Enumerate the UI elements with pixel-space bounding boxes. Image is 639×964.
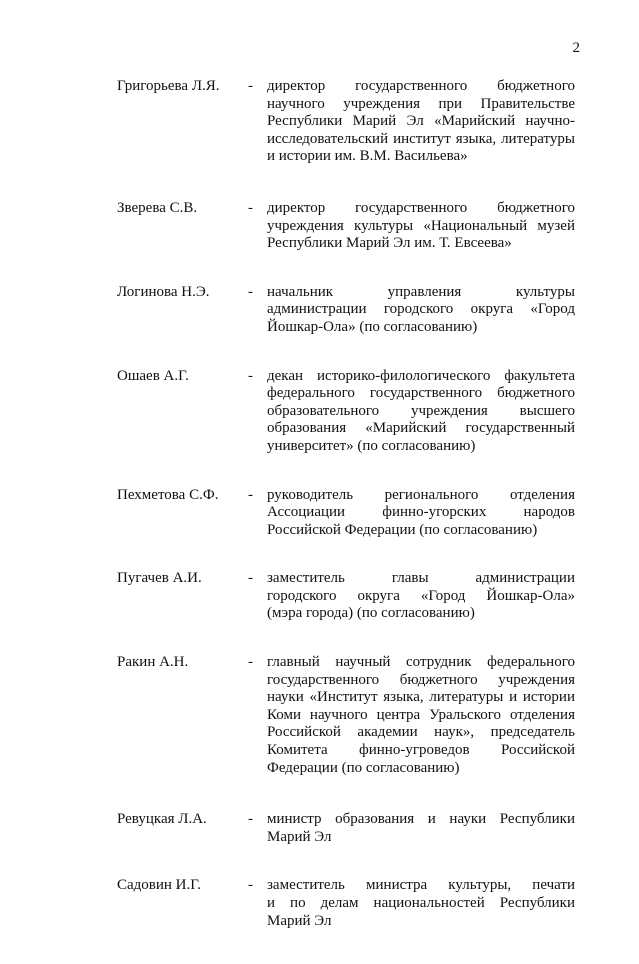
position-line: Республики Марий Эл им. Т. Евсеева» [267,235,512,252]
position-line: образования «Марийский государственный [267,420,575,437]
member-name: Логинова Н.Э. [117,283,210,300]
member-position [267,78,575,166]
member-entry [117,487,575,540]
position-line: федерального государственного бюджетного [267,385,575,402]
member-name: Ревуцкая Л.А. [117,811,207,828]
member-dash: - [248,367,253,384]
position-line: и по делам национальностей Республики [267,895,575,911]
position-line: научного учреждения при Правительстве [267,95,575,112]
position-line: Российской Федерации (по согласованию) [267,521,538,538]
member-entry [117,811,575,846]
member-dash: - [248,283,253,300]
member-position [267,284,575,337]
position-line: государственного бюджетного учреждения [267,671,575,688]
member-name: Пугачев А.И. [117,570,202,587]
position-line: Ассоциации финно-угорских народов [267,504,575,521]
position-line: Республики Марий Эл «Марийский научно- [267,113,575,130]
member-dash: - [248,570,253,587]
position-line: Федерации (по согласованию) [267,759,460,776]
position-line: Марий Эл [267,828,332,845]
member-name: Пехметова С.Ф. [117,486,219,503]
member-entry [117,78,575,166]
member-dash: - [248,877,253,894]
members-list [117,78,575,964]
position-line: директор государственного бюджетного [267,78,575,94]
member-position [267,487,575,540]
position-line: главный научный сотрудник федерального [267,654,575,671]
member-name: Григорьева Л.Я. [117,78,220,94]
member-dash: - [248,199,253,216]
member-dash: - [248,78,253,94]
position-line: министр образования и науки Республики [267,811,575,828]
member-entry [117,200,575,253]
member-entry [117,570,575,623]
member-entry [117,284,575,337]
position-line: директор государственного бюджетного [267,199,575,216]
member-position [267,877,575,930]
position-line: заместитель главы администрации [267,570,575,587]
position-line: и истории им. В.М. Васильева» [267,148,468,165]
member-dash: - [248,654,253,671]
position-line: (мэра города) (по согласованию) [267,605,475,622]
member-entry [117,877,575,930]
member-name: Зверева С.В. [117,199,198,216]
member-position [267,368,575,456]
position-line: науки «Институт языка, литературы и истории [267,689,575,706]
position-line: университет» (по согласованию) [267,437,476,454]
member-entry [117,654,575,777]
position-line: исследовательский институт языка, литературы [267,130,575,147]
member-dash: - [248,811,253,828]
position-line: Марий Эл [267,912,332,929]
member-position [267,570,575,623]
member-position [267,654,575,777]
position-line: начальник управления культуры [267,283,575,300]
position-line: руководитель регионального отделения [267,486,575,503]
position-line: Йошкар-Ола» (по согласованию) [267,318,478,335]
page-number: 2 [572,40,580,56]
member-name: Ракин А.Н. [117,654,189,671]
member-position [267,200,575,253]
position-line: учреждения культуры «Национальный музей [267,217,575,234]
member-entry [117,368,575,456]
position-line: Российской академии наук», председатель [267,724,575,741]
position-line: администрации городского округа «Город [267,301,575,318]
position-line: Коми научного центра Уральского отделения [267,706,575,723]
position-line: заместитель министра культуры, печати [267,877,575,894]
member-name: Садовин И.Г. [117,877,201,894]
member-name: Ошаев А.Г. [117,367,189,384]
position-line: Комитета финно-угроведов Российской [267,742,575,759]
position-line: образовательного учреждения высшего [267,402,575,419]
position-line: городского округа «Город Йошкар-Ола» [267,587,575,604]
member-dash: - [248,486,253,503]
member-position [267,811,575,846]
position-line: декан историко-филологического факультета [267,367,575,384]
